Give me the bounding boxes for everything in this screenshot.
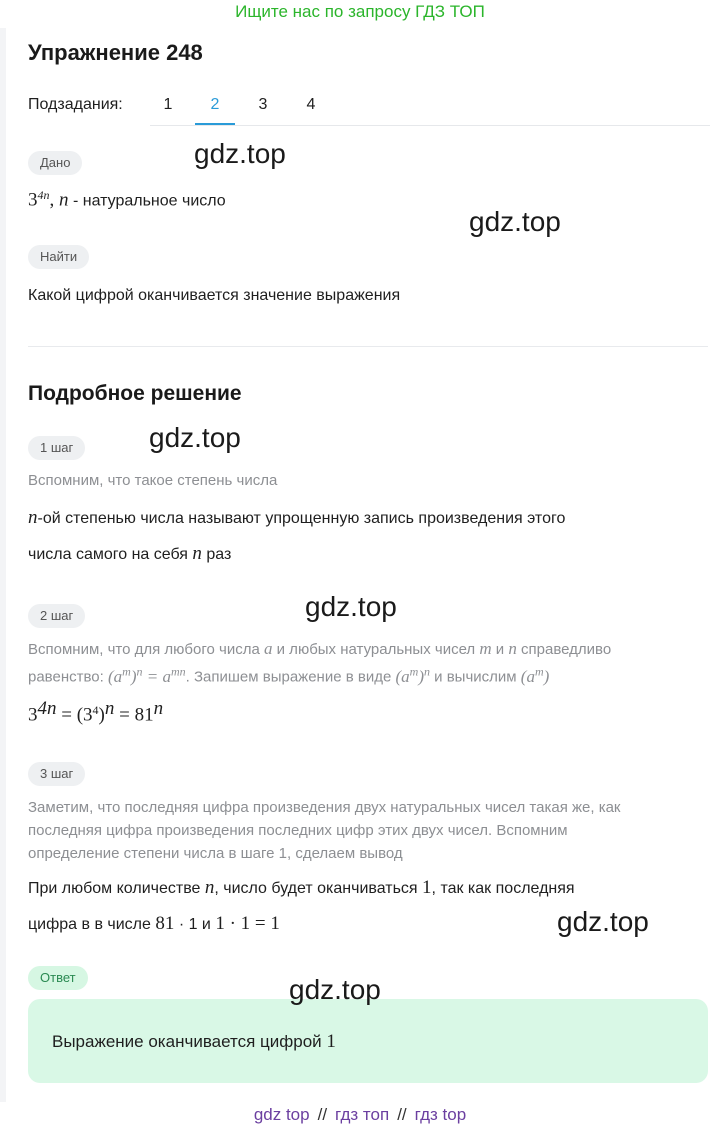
watermark: gdz.top [289,974,381,1005]
footer-links: gdz top // гдз топ // гдз top [253,1105,467,1124]
step-2-badge: 2 шаг [28,604,85,628]
given-base: 3 [28,189,38,211]
answer-box [28,999,708,1083]
footer-link-2[interactable]: гдз топ [335,1105,390,1124]
footer-link-3[interactable]: гдз top [414,1105,467,1124]
footer-link-1[interactable]: gdz top [253,1105,310,1124]
step-3-hint-3: определение степени числа в шаге 1, сделаем вывод [28,845,403,862]
step-3-hint-1: Заметим, что последняя цифра произведения двух натуральных чисел такая же, как [28,799,621,816]
watermark: gdz.top [557,906,649,937]
page-title: Упражнение 248 [28,40,203,65]
find-badge: Найти [28,245,89,269]
section-divider [28,346,708,347]
search-banner: Ищите нас по запросу ГДЗ ТОП [235,2,485,21]
step-1-text: -ой степенью числа называют упрощенную запись произведения этого [37,510,566,527]
tab-subtask-4[interactable]: 4 [306,96,316,113]
answer-text: Выражение оканчивается цифрой 1 [52,1031,336,1052]
step-1-hint: Вспомним, что такое степень числа [28,472,278,489]
step-2-hint-2: равенство: $(a^m)^n = a^{mn}$. Запишем выражение в виде $(a^m)^n$ и вычислим $(a^m)$ [28,664,550,686]
step-2-hint-1: Вспомним, что для любого числа a и любых натуральных чисел m и n справедливо [28,639,612,658]
tab-subtask-2[interactable]: 2 [195,92,235,125]
solution-title: Подробное решение [28,382,242,405]
watermark: gdz.top [305,591,397,622]
step-1-var: n [28,507,38,528]
answer-badge: Ответ [28,966,88,990]
watermark: gdz.top [194,138,286,169]
step-1-text-2: числа самого на себя [28,546,188,563]
step-2-formula: $3^{4n} = (3^4)^n = 81^n$ [28,698,164,726]
watermark: gdz.top [149,422,241,453]
step-1-var-2: n [192,543,202,564]
step-1-badge: 1 шаг [28,436,85,460]
given-badge: Дано [28,151,82,175]
step-3-line-2: цифра в в числе 81 · 1 и 1 · 1 = 1 [28,913,280,934]
tab-subtask-1[interactable]: 1 [163,96,173,113]
subtasks-label: Подзадания: [28,96,123,113]
step-3-line-1: При любом количестве n, число будет оканчиваться 1, так как последняя [28,877,575,898]
step-3-badge: 3 шаг [28,762,85,786]
tabs-underline [150,125,710,126]
given-exponent: 4n [37,188,50,202]
step-1-line-2 [28,540,231,569]
given-text: $3^{4n}$, n - натуральное число [28,188,226,211]
step-3-hint-2: последняя цифра произведения последних цифр этих двух чисел. Вспомним [28,822,568,839]
left-rule [0,28,6,1102]
given-var: n [59,189,69,211]
find-text: Какой цифрой оканчивается значение выражения [28,287,401,304]
step-1-tail: раз [206,546,232,563]
watermark: gdz.top [469,206,561,237]
tab-subtask-3[interactable]: 3 [258,96,268,113]
given-description: - натуральное число [72,192,226,210]
step-1-line-1 [28,504,565,533]
